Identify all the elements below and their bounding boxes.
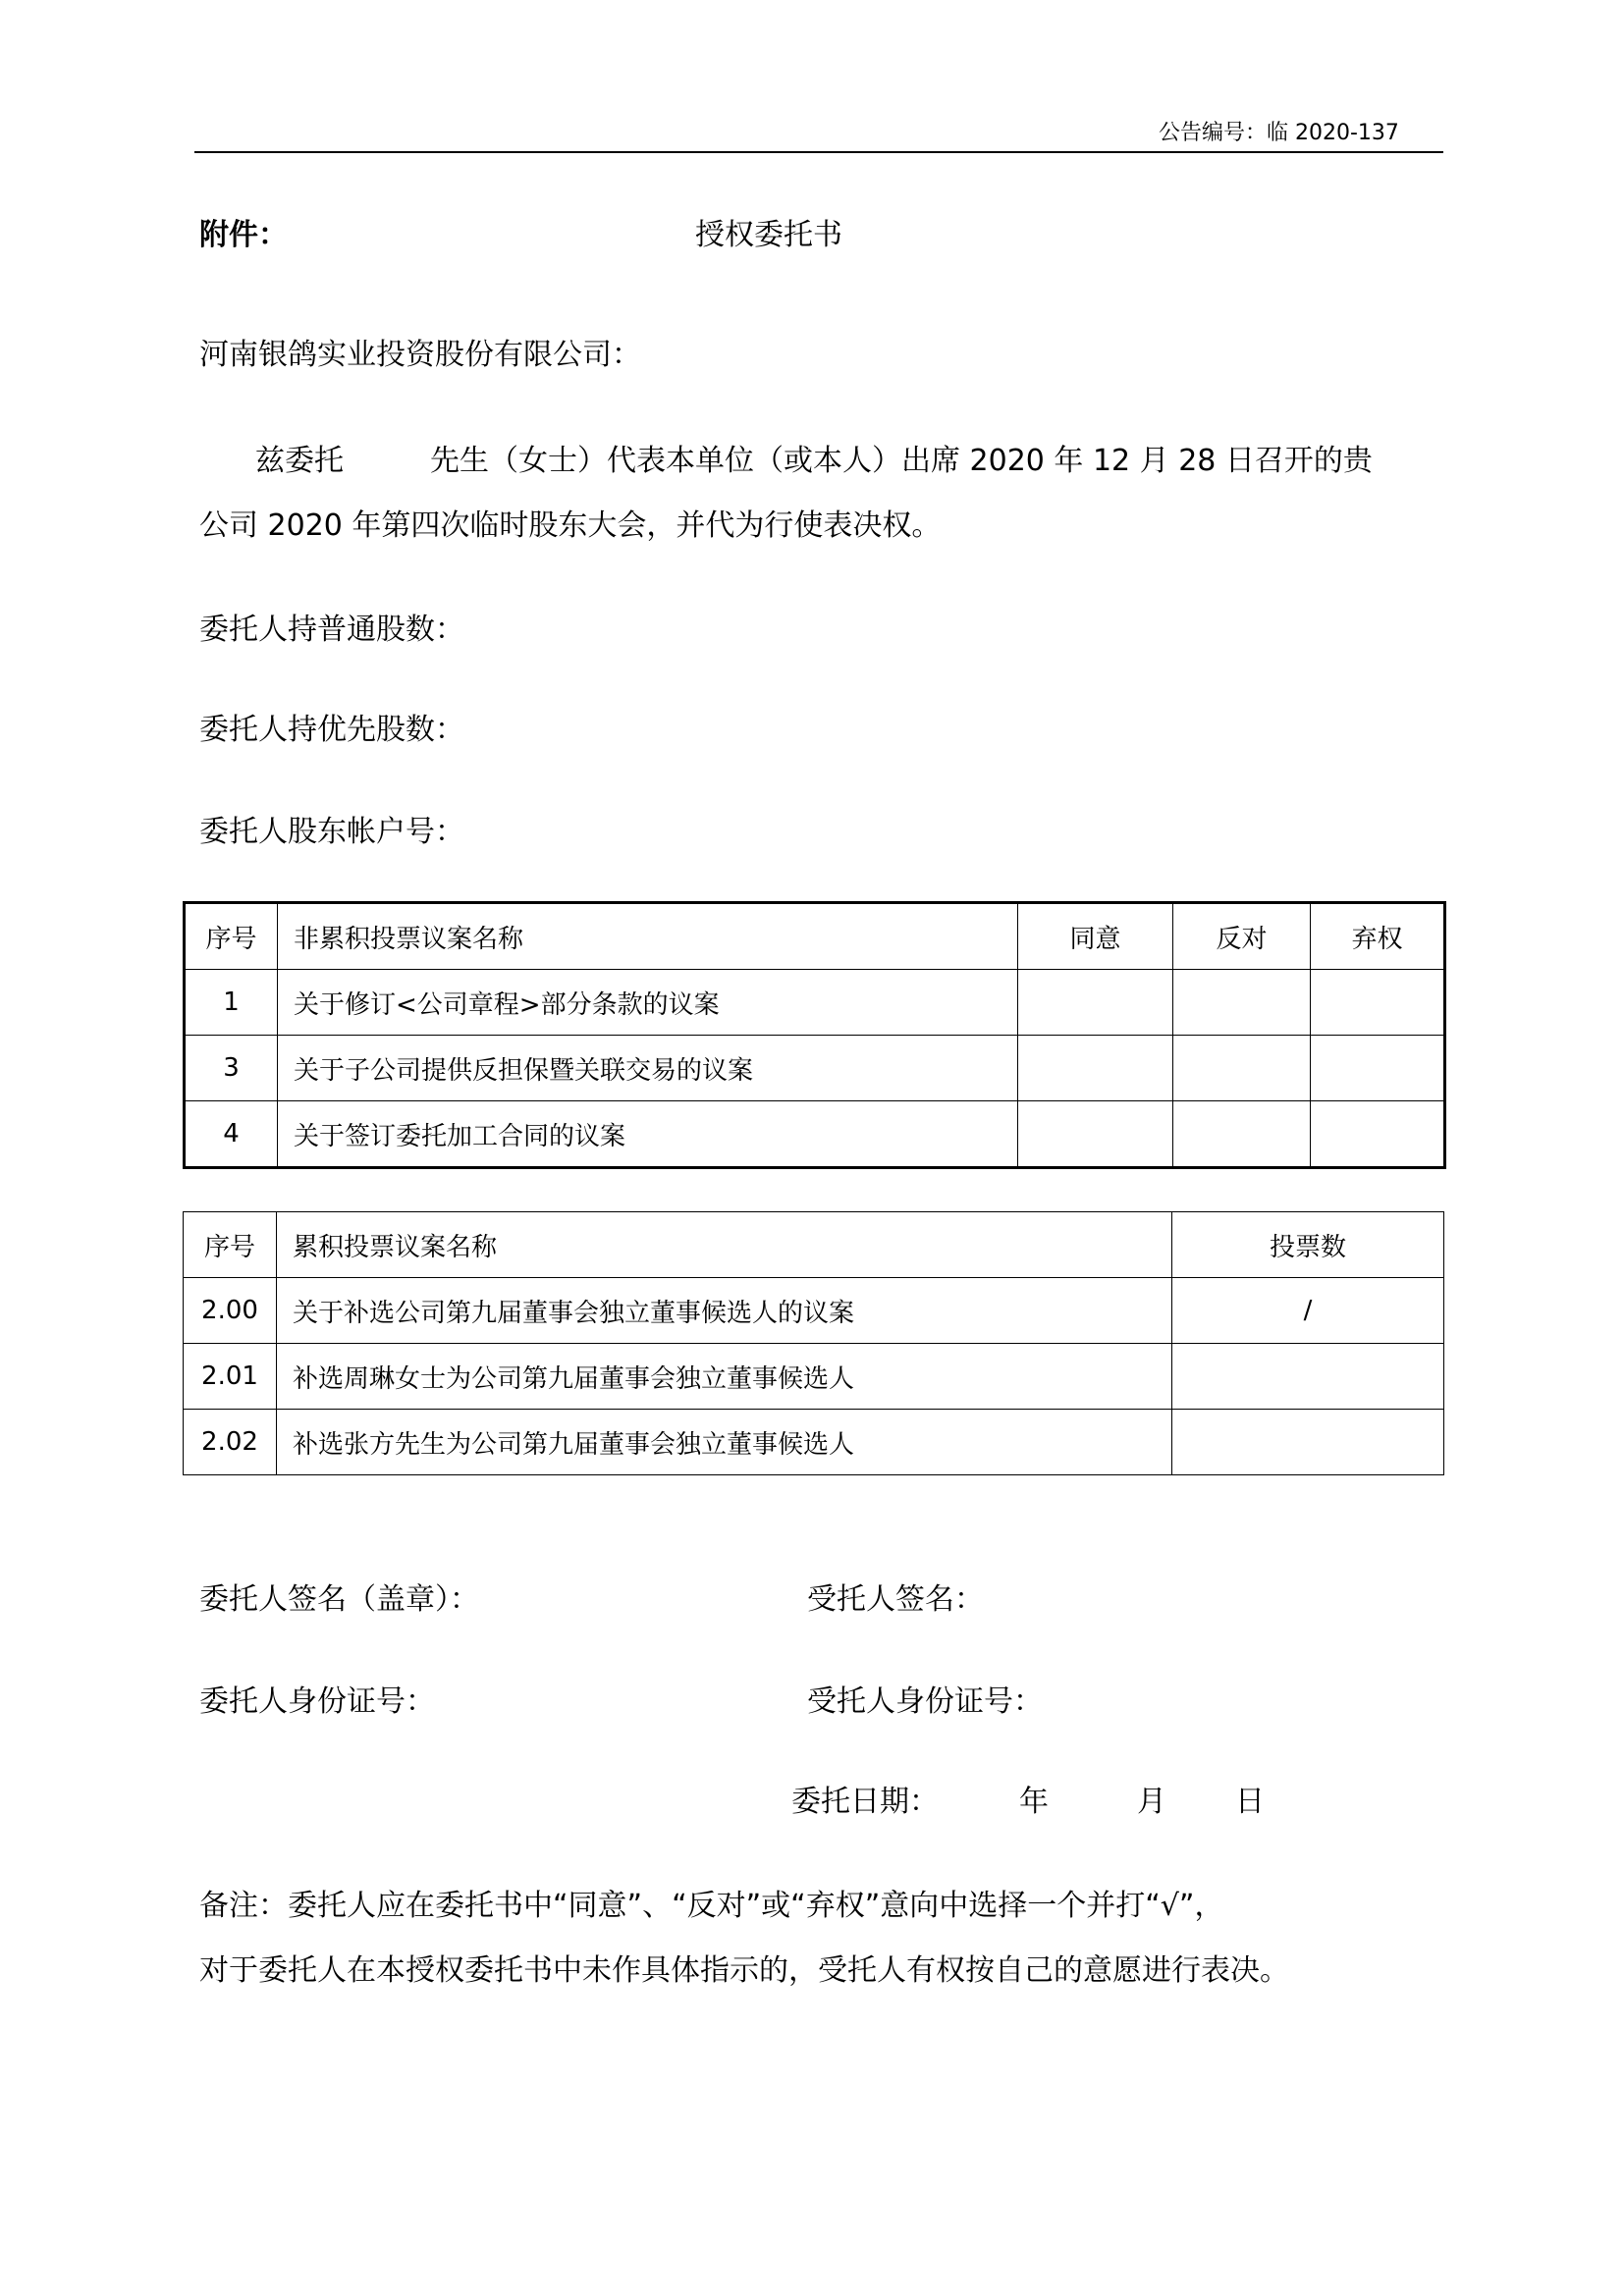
principal-signature-field: 委托人签名（盖章）： [199, 1582, 479, 1617]
cumulative-vote-table [183, 1211, 1444, 1475]
agent-signature-field: 受托人签名： [807, 1582, 984, 1617]
header-no: 序号 [185, 903, 278, 970]
votes-cell: / [1172, 1278, 1444, 1344]
agree-cell[interactable] [1018, 970, 1173, 1036]
entrust-start: 兹委托 [255, 444, 344, 478]
row-no: 2.00 [184, 1278, 277, 1344]
common-shares-field: 委托人持普通股数： [199, 613, 464, 647]
table-row [184, 1344, 1444, 1410]
header-abstain: 弃权 [1311, 903, 1445, 970]
document-title: 授权委托书 [695, 218, 842, 252]
against-cell[interactable] [1173, 1036, 1311, 1101]
row-no: 2.02 [184, 1410, 277, 1475]
row-proposal-name: 补选周琳女士为公司第九届董事会独立董事候选人 [277, 1344, 1172, 1410]
row-no: 3 [185, 1036, 278, 1101]
note-line2: 对于委托人在本授权委托书中未作具体指示的，受托人有权按自己的意愿进行表决。 [199, 1953, 1289, 1988]
date-day: 日 [1235, 1785, 1265, 1819]
agree-cell[interactable] [1018, 1101, 1173, 1168]
abstain-cell[interactable] [1311, 970, 1445, 1036]
table-row [184, 1410, 1444, 1475]
agree-cell[interactable] [1018, 1036, 1173, 1101]
abstain-cell[interactable] [1311, 1036, 1445, 1101]
row-proposal-name: 关于补选公司第九届董事会独立董事候选人的议案 [277, 1278, 1172, 1344]
against-cell[interactable] [1173, 1101, 1311, 1168]
table-header-row [185, 903, 1445, 970]
table-row [185, 1101, 1445, 1168]
votes-cell[interactable] [1172, 1410, 1444, 1475]
row-proposal-name: 关于签订委托加工合同的议案 [278, 1101, 1018, 1168]
account-number-field: 委托人股东帐户号： [199, 815, 464, 849]
header-no: 序号 [184, 1212, 277, 1278]
row-proposal-name: 关于子公司提供反担保暨关联交易的议案 [278, 1036, 1018, 1101]
row-proposal-name: 补选张方先生为公司第九届董事会独立董事候选人 [277, 1410, 1172, 1475]
row-no: 1 [185, 970, 278, 1036]
table-header-row [184, 1212, 1444, 1278]
header-proposal-name: 累积投票议案名称 [277, 1212, 1172, 1278]
header-against: 反对 [1173, 903, 1311, 970]
header-divider [194, 151, 1443, 153]
notice-number: 公告编号：临 2020-137 [1159, 121, 1399, 145]
row-no: 2.01 [184, 1344, 277, 1410]
date-year: 年 [1019, 1785, 1049, 1819]
preferred-shares-field: 委托人持优先股数： [199, 713, 464, 747]
table-row [185, 1036, 1445, 1101]
note-line1: 备注：委托人应在委托书中“同意”、“反对”或“弃权”意向中选择一个并打“√”， [199, 1889, 1224, 1923]
header-proposal-name: 非累积投票议案名称 [278, 903, 1018, 970]
addressee: 河南银鸽实业投资股份有限公司： [199, 338, 641, 372]
abstain-cell[interactable] [1311, 1101, 1445, 1168]
entrust-paragraph-line2: 公司 2020 年第四次临时股东大会，并代为行使表决权。 [199, 508, 942, 543]
header-votes: 投票数 [1172, 1212, 1444, 1278]
date-label: 委托日期： [791, 1785, 939, 1819]
noncumulative-vote-table [183, 901, 1446, 1169]
against-cell[interactable] [1173, 970, 1311, 1036]
row-proposal-name: 关于修订<公司章程>部分条款的议案 [278, 970, 1018, 1036]
entrust-end: 先生（女士）代表本单位（或本人）出席 2020 年 12 月 28 日召开的贵 [430, 444, 1373, 478]
entrust-paragraph-line1 [255, 436, 1373, 479]
principal-id-field: 委托人身份证号： [199, 1684, 435, 1719]
attachment-label: 附件： [199, 218, 288, 252]
table-row [185, 970, 1445, 1036]
date-month: 月 [1137, 1785, 1166, 1819]
votes-cell[interactable] [1172, 1344, 1444, 1410]
table-row [184, 1278, 1444, 1344]
row-no: 4 [185, 1101, 278, 1168]
agent-id-field: 受托人身份证号： [807, 1684, 1043, 1719]
entrust-date-line [791, 1777, 1265, 1820]
header-agree: 同意 [1018, 903, 1173, 970]
